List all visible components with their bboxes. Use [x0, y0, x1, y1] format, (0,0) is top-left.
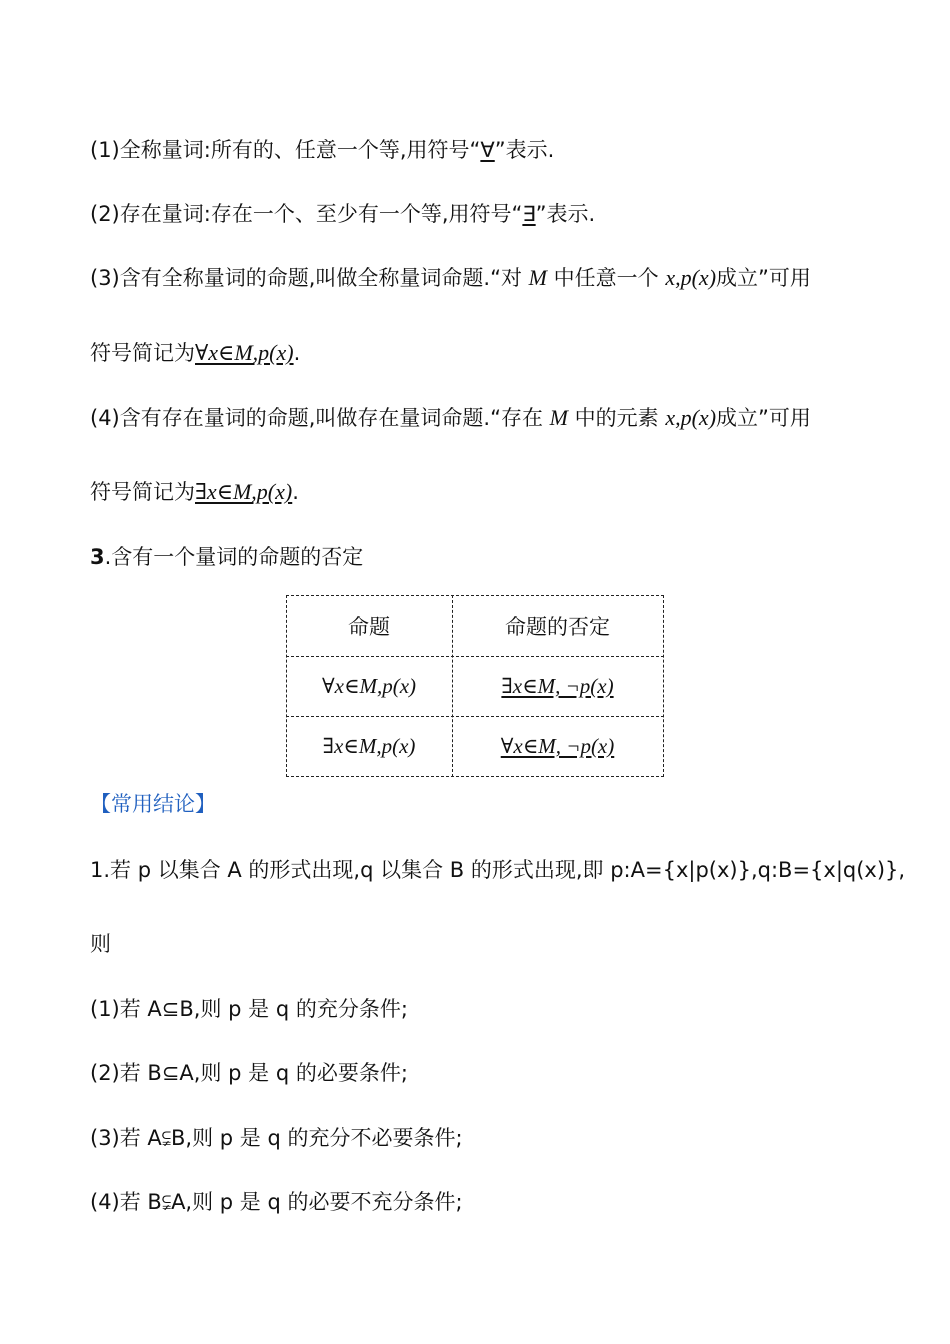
definition-universal-proposition: [90, 264, 811, 292]
line-text: (2)存在量词:存在一个、至少有一个等,用符号“: [90, 202, 523, 226]
existential-notation: [90, 478, 299, 506]
table-header-proposition: 命题: [348, 614, 390, 639]
definition-universal-quantifier: [90, 136, 554, 164]
line-text: 中任意一个: [546, 266, 666, 290]
section-number: 3: [90, 545, 105, 569]
line-text: 成立”可用: [716, 406, 811, 430]
line-text: ”表示.: [535, 202, 596, 226]
table-border: [663, 595, 664, 777]
line-text: 符号简记为: [90, 480, 195, 504]
list-item: (1)若 A⊆B,则 p 是 q 的充分条件;: [90, 997, 408, 1021]
table-cell: ∀x∈M,p(x): [321, 673, 417, 698]
table-cell: ∀x∈M, ¬p(x): [500, 733, 615, 758]
set-M: M: [528, 265, 547, 290]
universal-notation: [90, 339, 300, 367]
section-title: .含有一个量词的命题的否定: [104, 545, 364, 569]
definition-existential-quantifier: [90, 200, 595, 228]
line-text: 符号简记为: [90, 341, 195, 365]
forall-symbol: ∀: [480, 138, 495, 162]
conclusion-then: 则: [90, 932, 111, 956]
conclusion-heading: 【常用结论】: [90, 792, 216, 816]
line-text: (4)含有存在量词的命题,叫做存在量词命题.“存在: [90, 406, 550, 430]
table-border: [286, 776, 664, 777]
table-header-negation: 命题的否定: [505, 614, 610, 639]
line-text: ”表示.: [494, 138, 555, 162]
table-cell: ∃x∈M,p(x): [322, 733, 416, 758]
existential-formula: ∃x∈M,p(x): [195, 479, 293, 504]
definition-existential-proposition: [90, 404, 811, 432]
negation-table: [286, 595, 664, 777]
line-text: (3)含有全称量词的命题,叫做全称量词命题.“对: [90, 266, 529, 290]
list-item: (4)若 B⫋A,则 p 是 q 的必要不充分条件;: [90, 1190, 463, 1214]
line-text: .: [292, 480, 299, 504]
line-text: 中的元素: [567, 406, 666, 430]
universal-formula: ∀x∈M,p(x): [195, 340, 294, 365]
x-p-x: x,p(x): [665, 405, 717, 430]
table-cell: ∃x∈M, ¬p(x): [501, 673, 614, 698]
line-text: .: [293, 341, 301, 365]
list-item: (3)若 A⫋B,则 p 是 q 的充分不必要条件;: [90, 1126, 463, 1150]
list-item: (2)若 B⊆A,则 p 是 q 的必要条件;: [90, 1061, 408, 1085]
section-heading: [90, 543, 363, 571]
line-text: 成立”可用: [716, 266, 811, 290]
exists-symbol: ∃: [522, 202, 536, 226]
x-p-x: x,p(x): [665, 265, 717, 290]
set-M: M: [549, 405, 568, 430]
line-text: (1)全称量词:所有的、任意一个等,用符号“: [90, 138, 481, 162]
conclusion-intro: 1.若 p 以集合 A 的形式出现,q 以集合 B 的形式出现,即 p:A={x|p(x)},q:B={x|q(x)},: [90, 858, 906, 882]
